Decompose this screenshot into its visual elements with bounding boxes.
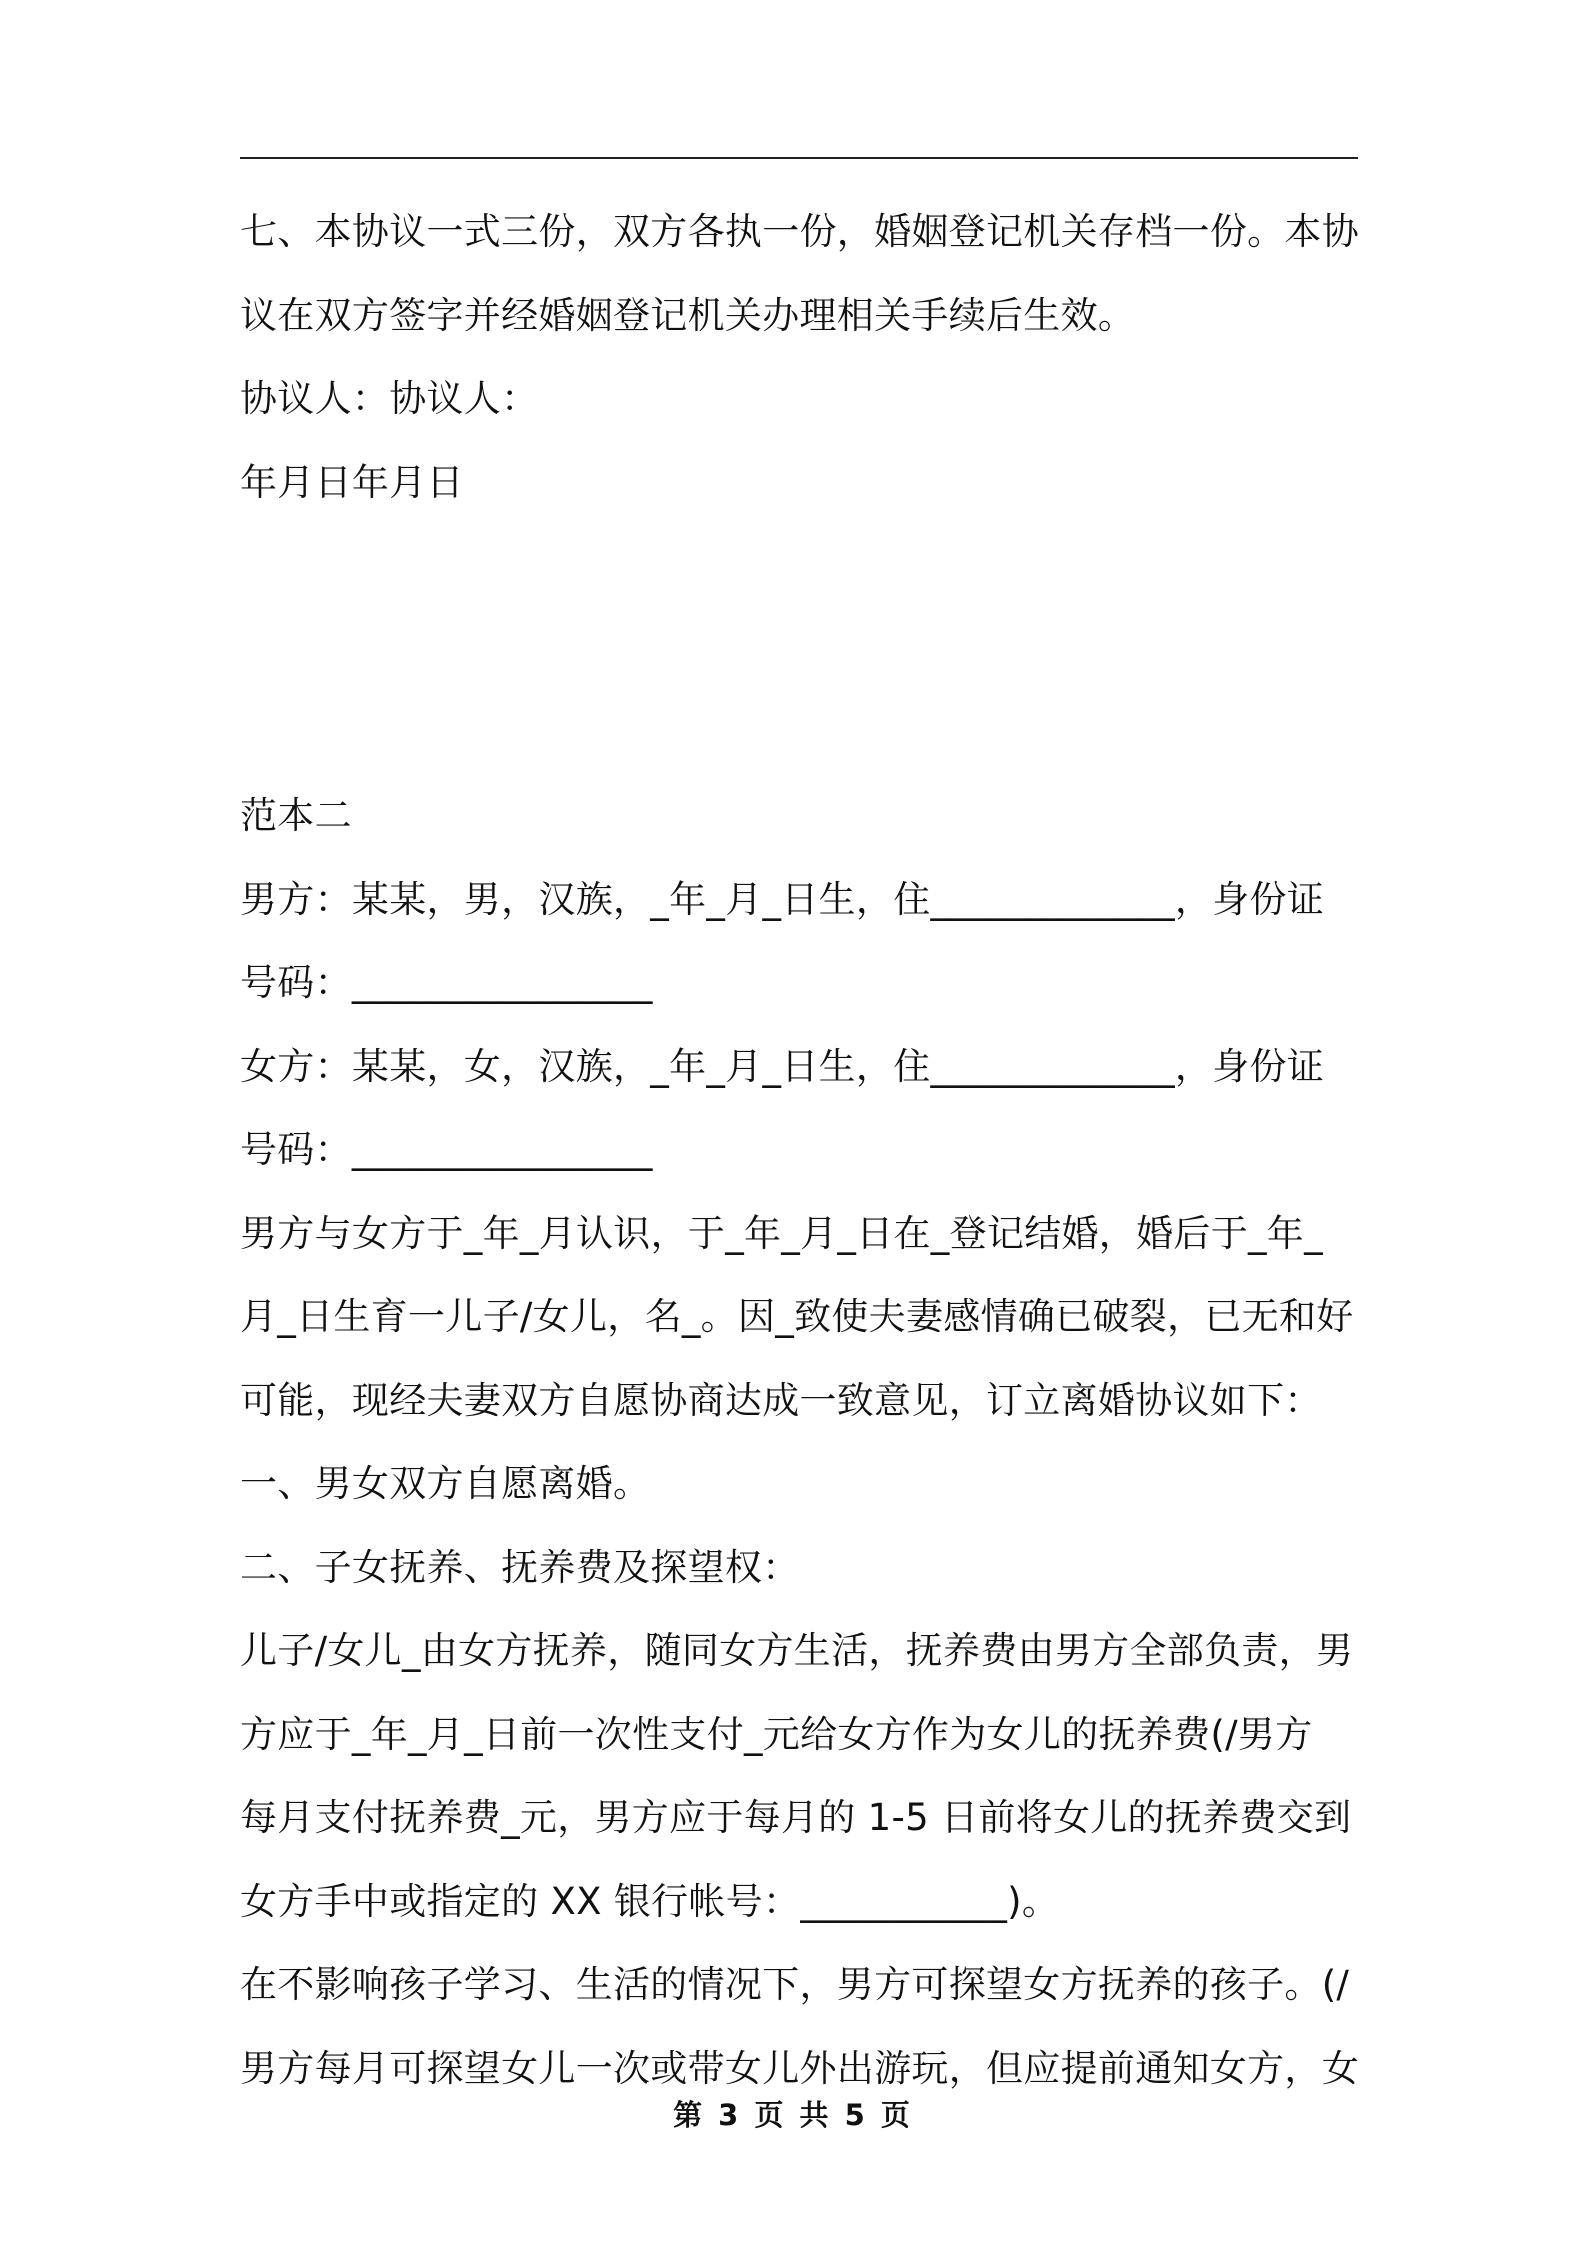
document-body: [240, 190, 1360, 2110]
husband-info-line-2: 号码：________________: [240, 961, 653, 1004]
page-number-footer: 第 3 页 共 5 页: [673, 2098, 913, 2132]
child-support-line-3: 每月支付抚养费_元，男方应于每月的 1-5 日前将女儿的抚养费交到: [240, 1796, 1352, 1839]
husband-info-line-1: 男方：某某，男，汉族，_年_月_日生，住_____________，身份证: [240, 877, 1325, 921]
child-support-line-4: 女方手中或指定的 XX 银行帐号：___________)。: [240, 1879, 1060, 1923]
clause-seven-line-1: 七、本协议一式三份，双方各执一份，婚姻登记机关存档一份。本协: [240, 210, 1359, 253]
section-gap: [240, 524, 1360, 774]
child-support-line-2: 方应于_年_月_日前一次性支付_元给女方作为女儿的抚养费(/男方: [240, 1712, 1313, 1756]
child-support-line-1: 儿子/女儿_由女方抚养，随同女方生活，抚养费由男方全部负责，男: [240, 1629, 1354, 1672]
signatories-line: 协议人：协议人：: [240, 377, 539, 420]
clause-one-line: 一、男女双方自愿离婚。: [240, 1462, 651, 1505]
marriage-background-line-2: 月_日生育一儿子/女儿，名_。因_致使夫妻感情确已破裂，已无和好: [240, 1295, 1354, 1338]
clause-two-heading: 二、子女抚养、抚养费及探望权：: [240, 1545, 800, 1589]
marriage-background-line-3: 可能，现经夫妻双方自愿协商达成一致意见，订立离婚协议如下：: [240, 1378, 1322, 1422]
wife-info-line-1: 女方：某某，女，汉族，_年_月_日生，住_____________，身份证: [240, 1044, 1325, 1088]
wife-info-line-2: 号码：________________: [240, 1128, 653, 1171]
sample-two-heading: 范本二: [240, 794, 352, 837]
marriage-background-line-1: 男方与女方于_年_月认识，于_年_月_日在_登记结婚，婚后于_年_: [240, 1211, 1323, 1255]
visitation-line-2: 男方每月可探望女儿一次或带女儿外出游玩，但应提前通知女方，女: [240, 2046, 1359, 2090]
clause-seven-line-2: 议在双方签字并经婚姻登记机关办理相关手续后生效。: [240, 293, 1136, 337]
visitation-line-1: 在不影响孩子学习、生活的情况下，男方可探望女方抚养的孩子。(/: [240, 1963, 1350, 2006]
date-line: 年月日年月日: [240, 460, 464, 504]
header-rule: [240, 157, 1358, 159]
